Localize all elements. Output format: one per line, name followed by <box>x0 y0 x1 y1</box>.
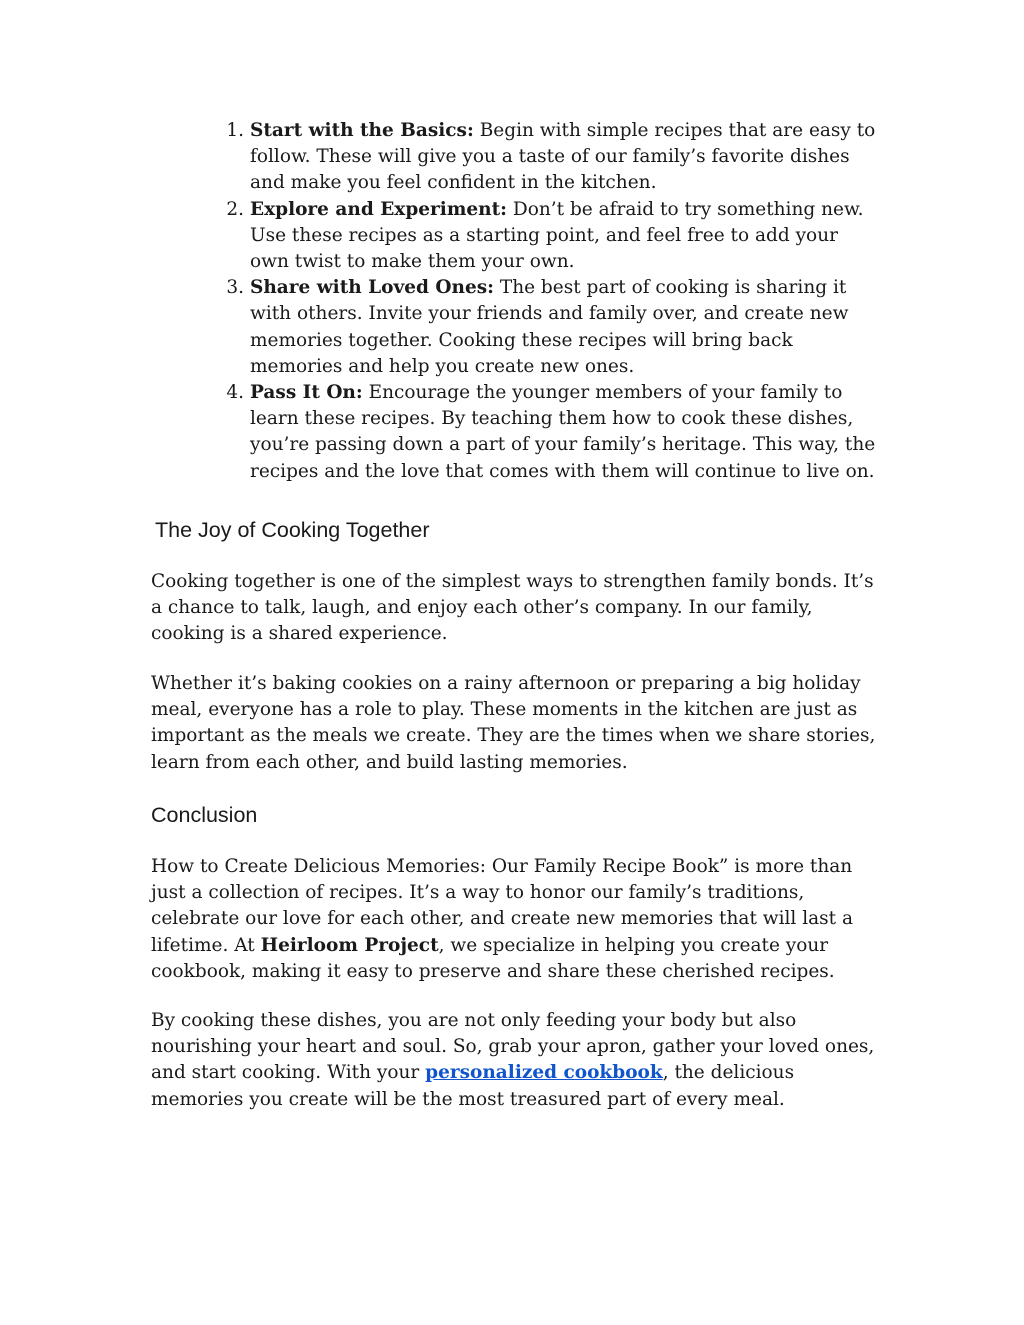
list-number: 3. <box>226 277 244 299</box>
list-item-text: Encourage the younger members of your family to learn these recipes. By teaching them how to cook these dishes, you’re passing down a part of your family’s heritage. This way, the recipes and the love that comes with them will continue to live on. <box>250 382 876 482</box>
joy-heading: The Joy of Cooking Together <box>155 518 430 542</box>
conclusion-heading: Conclusion <box>151 803 258 827</box>
closing-text-end: , the delicious memories you create will be the most treasured part of every meal. <box>151 1062 795 1110</box>
list-item <box>226 197 880 276</box>
list-number: 1. <box>226 120 244 141</box>
list-item-title: Explore and Experiment: <box>250 198 507 220</box>
list-item <box>226 275 880 380</box>
conclusion-text-start: How to Create Delicious Memories: Our Family Recipe Book” is more than just a collection of recipes. It’s a way to honor our family’s traditions, celebrate our love for each other, and create new memories that will last a lifetime. At <box>151 856 854 956</box>
list-item-title: Share with Loved Ones: <box>250 277 494 299</box>
personalized-cookbook-link[interactable]: personalized cookbook <box>425 1062 663 1084</box>
conclusion-text-end: , we specialize in helping you create your cookbook, making it easy to preserve and share these cherished recipes. <box>151 934 835 982</box>
list-item-title: Pass It On: <box>250 382 363 404</box>
list-item-text: Don’t be afraid to try something new. Use these recipes as a starting point, and feel free to add your own twist to make them your own. <box>250 198 864 273</box>
conclusion-paragraph-1 <box>151 854 876 985</box>
list-item <box>226 380 880 485</box>
list-item <box>226 118 880 197</box>
list-item-text: The best part of cooking is sharing it with others. Invite your friends and family over, and create new memories together. Cooking these recipes will bring back memories and help you create new ones. <box>250 277 849 377</box>
closing-text-start: By cooking these dishes, you are not only feeding your body but also nourishing your heart and soul. So, grab your apron, gather your loved ones, and start cooking. With your <box>151 1010 875 1084</box>
conclusion-paragraph-2 <box>151 1008 876 1113</box>
joy-paragraph-1: Cooking together is one of the simplest ways to strengthen family bonds. It’s a chance to talk, laugh, and enjoy each other’s company. In our family, cooking is a shared experience. <box>151 571 874 645</box>
list-item-title: Start with the Basics: <box>250 120 474 141</box>
list-item-text: Begin with simple recipes that are easy to follow. These will give you a taste of our family’s favorite dishes and make you feel confident in the kitchen. <box>250 120 876 194</box>
joy-paragraph-2: Whether it’s baking cookies on a rainy afternoon or preparing a big holiday meal, everyone has a role to play. These moments in the kitchen are just as important as the meals we create. They are the times when we share stories, learn from each other, and build lasting memories. <box>151 673 876 773</box>
list-number: 2. <box>226 198 244 220</box>
tips-list <box>226 118 880 485</box>
list-number: 4. <box>226 382 244 404</box>
brand-name: Heirloom Project <box>260 934 439 956</box>
